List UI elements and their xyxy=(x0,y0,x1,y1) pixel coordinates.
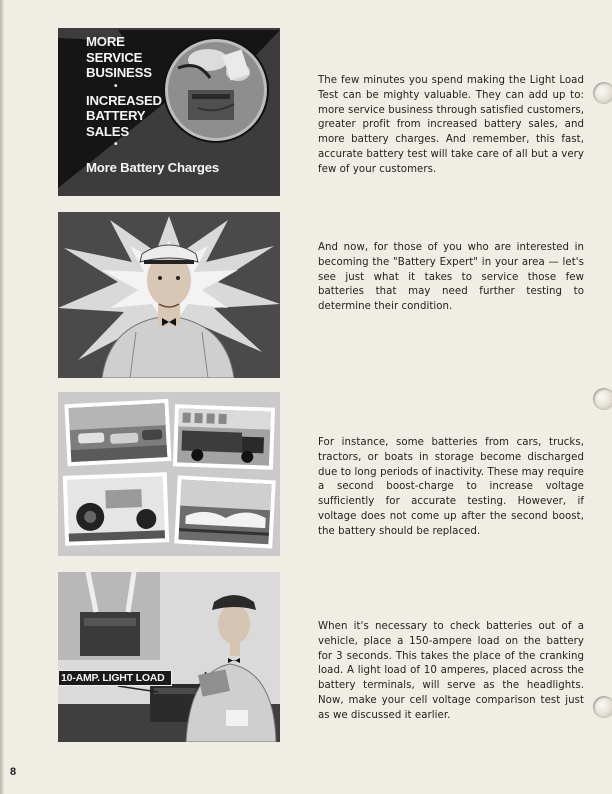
page-number: 8 xyxy=(10,766,17,778)
section-2-caption: And now, for those of you who are interested in becoming the "Battery Expert" in your area — let's see just what it takes to service those few batteries that may need further testing to determine their condition. xyxy=(318,242,584,313)
promo-line-battery: BATTERY xyxy=(86,108,146,123)
promo-line-business: BUSINESS xyxy=(86,65,152,80)
load-test-label: 10-AMP. LIGHT LOAD xyxy=(58,670,172,686)
section-4-caption: When it's necessary to check batteries out of a vehicle, place a 150-ampere load on the battery for 3 seconds. This takes the place of the cranking load. A light load of 10 amperes, placed across the battery terminals, will serve as the headlights. Now, make your cell voltage comparison test just as we discussed it earlier. xyxy=(318,621,584,721)
portrait-photo xyxy=(58,212,280,378)
section-3-caption: For instance, some batteries from cars, trucks, tractors, or boats in storage become discharged due to long periods of inactivity. These may require a second boost-charge to increase voltage sufficiently for accurate testing. However, if voltage does not come up after the second boost, the battery should be replaced. xyxy=(318,437,584,537)
binder-hole-bottom xyxy=(593,696,612,718)
load-test-artwork xyxy=(58,572,280,742)
binder-hole-top xyxy=(593,82,612,104)
promo-bullet-2: • xyxy=(114,139,118,150)
page-edge xyxy=(0,0,4,794)
promo-headline xyxy=(86,34,162,151)
promo-bullet-1: • xyxy=(114,80,118,92)
portrait-artwork xyxy=(58,212,280,378)
promo-line-service: SERVICE xyxy=(86,49,143,65)
promo-line-sales: SALES xyxy=(86,123,129,139)
promo-line-more-battery-charges: More Battery Charges xyxy=(86,160,220,175)
promo-line-more: MORE xyxy=(86,34,125,49)
binder-hole-middle xyxy=(593,388,612,410)
load-test-photo xyxy=(58,572,280,742)
promo-line-increased: INCREASED xyxy=(86,92,162,108)
vehicle-collage-artwork xyxy=(58,392,280,556)
vehicle-collage xyxy=(58,392,280,556)
section-1-caption: The few minutes you spend making the Light Load Test can be mighty valuable. They can add up to: more service business through satisfied customers, greater profit from increased battery sales, and more battery charges. And remember, this fast, accurate battery test will take care of all but a very few of your customers. xyxy=(318,75,584,175)
promo-graphic xyxy=(58,28,280,196)
